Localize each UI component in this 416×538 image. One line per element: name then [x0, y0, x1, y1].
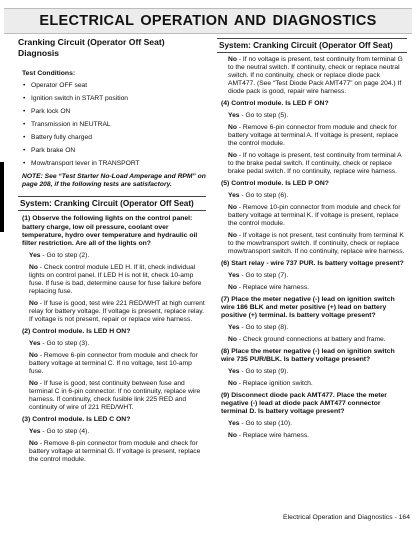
answer-text: - Replace wire harness. — [236, 432, 310, 440]
step-answer — [29, 352, 206, 376]
answer-text: - If voltage is not present, test continuity from terminal K to the mow/transport switch. If continuity, check or replace mow/transport switch. If no continuity, replace wire harness. — [228, 231, 405, 255]
step-answer — [228, 368, 407, 376]
step-answer — [228, 272, 407, 280]
step-question: (3) Control module. Is LED C ON? — [22, 415, 131, 423]
answer-label: Yes — [228, 324, 240, 332]
step-question: (5) Control module. Is LED P ON? — [221, 180, 329, 188]
answer-label: Yes — [228, 368, 240, 376]
step-answer — [228, 56, 407, 96]
answer-label: No — [29, 263, 38, 271]
page-footer: Electrical Operation and Diagnostics - 164 — [283, 514, 410, 521]
step-question: (2) Control module. Is LED H ON? — [22, 328, 131, 336]
test-conditions-heading: Test Conditions: — [22, 70, 76, 77]
test-conditions-list — [23, 82, 206, 168]
answer-label: Yes — [29, 340, 41, 348]
answer-label: No — [228, 151, 237, 159]
step-answer — [29, 440, 206, 464]
answer-label: No — [228, 124, 237, 132]
system-heading: System: Cranking Circuit (Operator Off Seat) — [18, 196, 206, 211]
answer-label: Yes — [228, 271, 240, 279]
answer-label: No — [228, 56, 237, 63]
step-answer — [228, 112, 407, 120]
step-answer — [29, 340, 206, 348]
step-answer — [29, 428, 206, 436]
answer-text: - Replace wire harness. — [236, 283, 310, 291]
step-answer — [228, 284, 407, 292]
answer-text: - Go to step (10). — [239, 420, 292, 428]
step-question: (8) Place the meter negative (-) lead on ignition switch wire 735 PUR/BLK. Is battery voltage present? — [221, 347, 395, 364]
step-question: (6) Start relay - wire 737 PUR. Is battery voltage present? — [221, 259, 404, 267]
step-answer — [228, 336, 407, 344]
list-item: • Transmission in NEUTRAL — [23, 121, 206, 129]
step-answer — [228, 124, 407, 148]
list-item: • Park lock ON — [23, 108, 206, 116]
step-question: (9) Disconnect diode pack AMT477. Place the meter negative (-) lead at diode pack AMT477 connector terminal D. Is battery voltage present? — [221, 391, 387, 416]
answer-text: - Go to step (6). — [239, 192, 289, 200]
step-question: (4) Control module. Is LED F ON? — [221, 100, 329, 108]
list-item: • Mow/transport lever in TRANSPORT — [23, 160, 206, 168]
answer-text: - Go to step (3). — [40, 340, 90, 348]
step-question: (1) Observe the following lights on the control panel: battery charge, low oil pressure, coolant over temperature, hydro over temperature and hydraulic oil filter restriction. Are all of the lights on? — [22, 215, 198, 248]
answer-label: No — [29, 299, 38, 307]
section-subtitle: Diagnosis — [18, 47, 60, 58]
step-answer — [228, 324, 407, 332]
answer-label: No — [228, 283, 237, 291]
answer-text: - Remove 10-pin connector from module and check for battery voltage at terminal K. If voltage is present, replace the control module. — [228, 203, 401, 227]
answer-text: - Go to step (8). — [239, 324, 289, 332]
left-column — [18, 36, 206, 464]
step-answer — [228, 380, 407, 388]
step-answer — [228, 432, 407, 440]
list-item: • Ignition switch in START position — [23, 95, 206, 103]
answer-text: - If no voltage is present, test continuity from terminal A to the brake pedal switch. If continuity, check or replace brake pedal switch. If no continuity, replace wire harness. — [228, 151, 402, 176]
answer-text: - Check ground connections at battery and frame. — [236, 335, 386, 343]
answer-label: No — [228, 432, 237, 440]
answer-label: No — [29, 379, 38, 387]
answer-text: - Go to step (4). — [40, 427, 90, 435]
step-answer — [29, 300, 206, 324]
step-answer — [29, 264, 206, 296]
page-title: ELECTRICAL OPERATION AND DIAGNOSTICS — [39, 13, 377, 29]
answer-label: Yes — [228, 192, 240, 200]
step-answer — [228, 420, 407, 428]
system-heading: System: Cranking Circuit (Operator Off Seat) — [217, 38, 407, 53]
answer-label: Yes — [228, 112, 240, 120]
answer-text: - If fuse is good, test wire 221 RED/WHT at high current relay for battery voltage. If voltage is present, replace relay. If voltage is not present, repair or replace wire harness. — [29, 299, 205, 324]
answer-label: No — [228, 335, 237, 343]
list-item: • Operator OFF seat — [23, 82, 206, 90]
answer-label: Yes — [29, 427, 41, 435]
answer-text: - If fuse is good, test continuity between fuse and terminal C in 6-pin connector. If no continuity, replace wire harness. If continuity, check fusible link 225 RED and continuity of wire of 221 RED/WHT. — [29, 379, 201, 411]
answer-text: - Remove 6-pin connector from module and check for battery voltage at terminal C. If no voltage, test 10-amp fuse. — [29, 351, 198, 375]
answer-label: No — [29, 351, 38, 359]
answer-label: No — [228, 203, 237, 211]
answer-text: - Remove 6-pin connector from module and check for battery voltage at terminal A. If voltage is present, replace the control module. — [228, 124, 399, 148]
answer-label: Yes — [228, 420, 240, 428]
answer-text: - Replace ignition switch. — [236, 379, 313, 387]
note-text: NOTE: See “Test Starter No-Load Amperage and RPM” on page 208, if the following tests are satisfactory. — [22, 173, 206, 189]
answer-text: - Go to step (9). — [239, 368, 289, 376]
step-answer — [228, 152, 407, 176]
answer-text: - Check control module LED H. If lit, check individual lights on control panel. If LED H is not lit, check 10-amp fuse. If fuse is bad, determine cause for fuse failure before replacing fuse. — [29, 263, 202, 296]
page-header — [4, 8, 412, 34]
answer-text: - Go to step (2). — [40, 252, 90, 260]
answer-text: - Remove 8-pin connector from module and check for battery voltage at terminal G. If voltage is present, replace the control module. — [29, 439, 201, 463]
list-item: • Battery fully charged — [23, 134, 206, 142]
step-answer — [228, 192, 407, 200]
step-answer — [29, 252, 206, 260]
section-tab-marker — [0, 162, 4, 232]
answer-text: - If no voltage is present, test continuity from terminal G to the neutral switch. If continuity, check or replace neutral switch. If no continuity, check or replace diode pack AMT477. (See “Test Diode Pack AMT477” on page 204.) If diode pack is good, repair wire harness. — [228, 56, 403, 96]
right-column — [217, 36, 407, 440]
section-title: Cranking Circuit (Operator Off Seat) — [18, 37, 165, 47]
answer-label: Yes — [29, 252, 41, 260]
answer-label: No — [29, 439, 38, 447]
answer-text: - Go to step (5). — [239, 112, 289, 120]
step-answer — [228, 204, 407, 228]
list-item: • Park brake ON — [23, 147, 206, 155]
answer-text: - Go to step (7). — [239, 271, 289, 279]
answer-label: No — [228, 379, 237, 387]
step-question: (7) Place the meter negative (-) lead on ignition switch wire 186 BLK and meter positive (+) lead on battery positive (+) terminal. Is battery voltage present? — [221, 295, 395, 320]
answer-label: No — [228, 231, 237, 239]
step-answer — [228, 232, 407, 256]
step-answer — [29, 380, 206, 412]
